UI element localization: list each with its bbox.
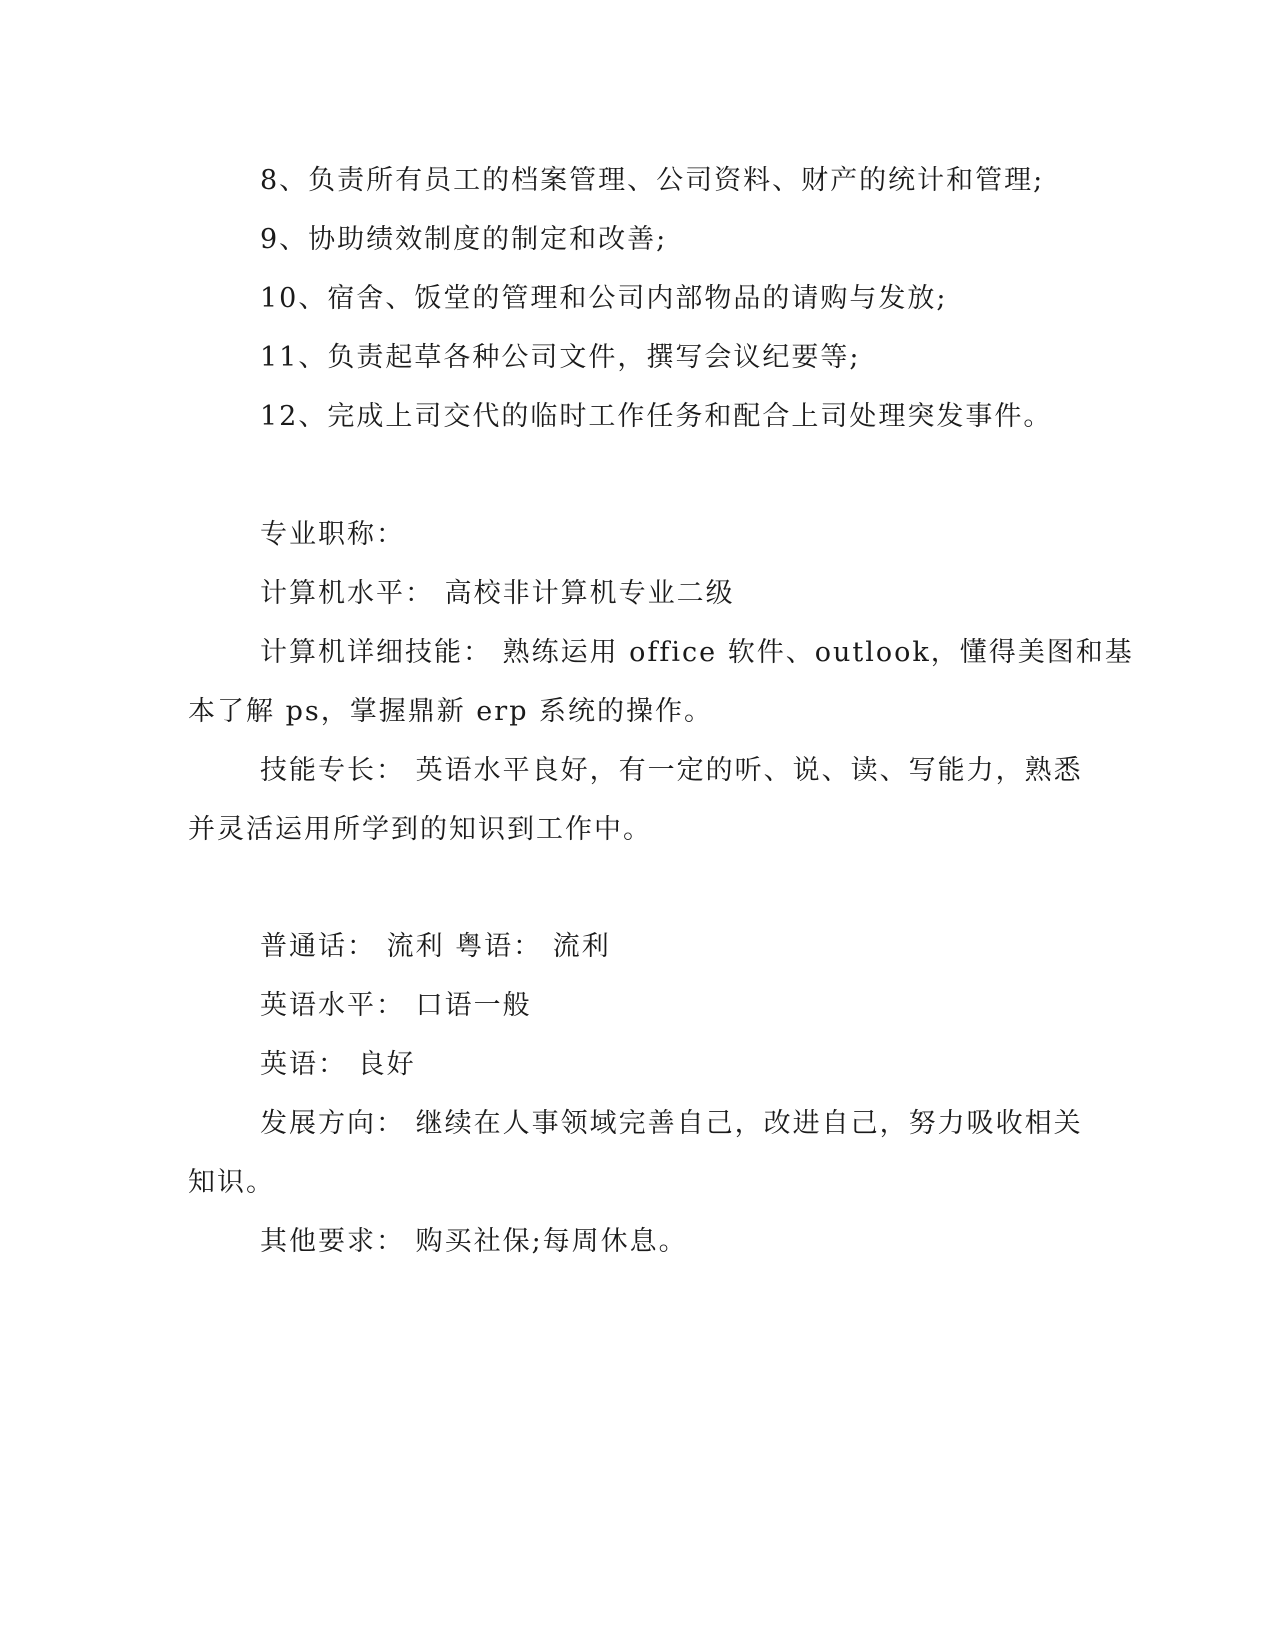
specialty-line-2: 并灵活运用所学到的知识到工作中。 [188,814,652,845]
duty-item-12: 12、完成上司交代的临时工作任务和配合上司处理突发事件。 [260,401,1053,432]
development-line-1: 发展方向： 继续在人事领域完善自己，改进自己，努力吸收相关 [260,1108,1083,1139]
duty-item-11: 11、负责起草各种公司文件，撰写会议纪要等; [260,342,861,373]
development-line-2: 知识。 [188,1167,275,1198]
mandarin-cantonese: 普通话： 流利 粤语： 流利 [260,931,611,962]
english-level: 英语水平： 口语一般 [260,990,532,1021]
other-requirements: 其他要求： 购买社保;每周休息。 [260,1226,688,1257]
specialty-line-1: 技能专长： 英语水平良好，有一定的听、说、读、写能力，熟悉 [260,755,1083,786]
computer-skills-line-2: 本了解 ps，掌握鼎新 erp 系统的操作。 [188,696,714,727]
professional-title-label: 专业职称： [260,519,405,550]
computer-level: 计算机水平： 高校非计算机专业二级 [260,578,735,609]
computer-skills-line-1: 计算机详细技能： 熟练运用 office 软件、outlook，懂得美图和基 [260,637,1134,668]
duty-item-8: 8、负责所有员工的档案管理、公司资料、财产的统计和管理; [260,165,1045,196]
duty-item-10: 10、宿舍、饭堂的管理和公司内部物品的请购与发放; [260,283,948,314]
duty-item-9: 9、协助绩效制度的制定和改善; [260,224,668,255]
english: 英语： 良好 [260,1049,416,1080]
